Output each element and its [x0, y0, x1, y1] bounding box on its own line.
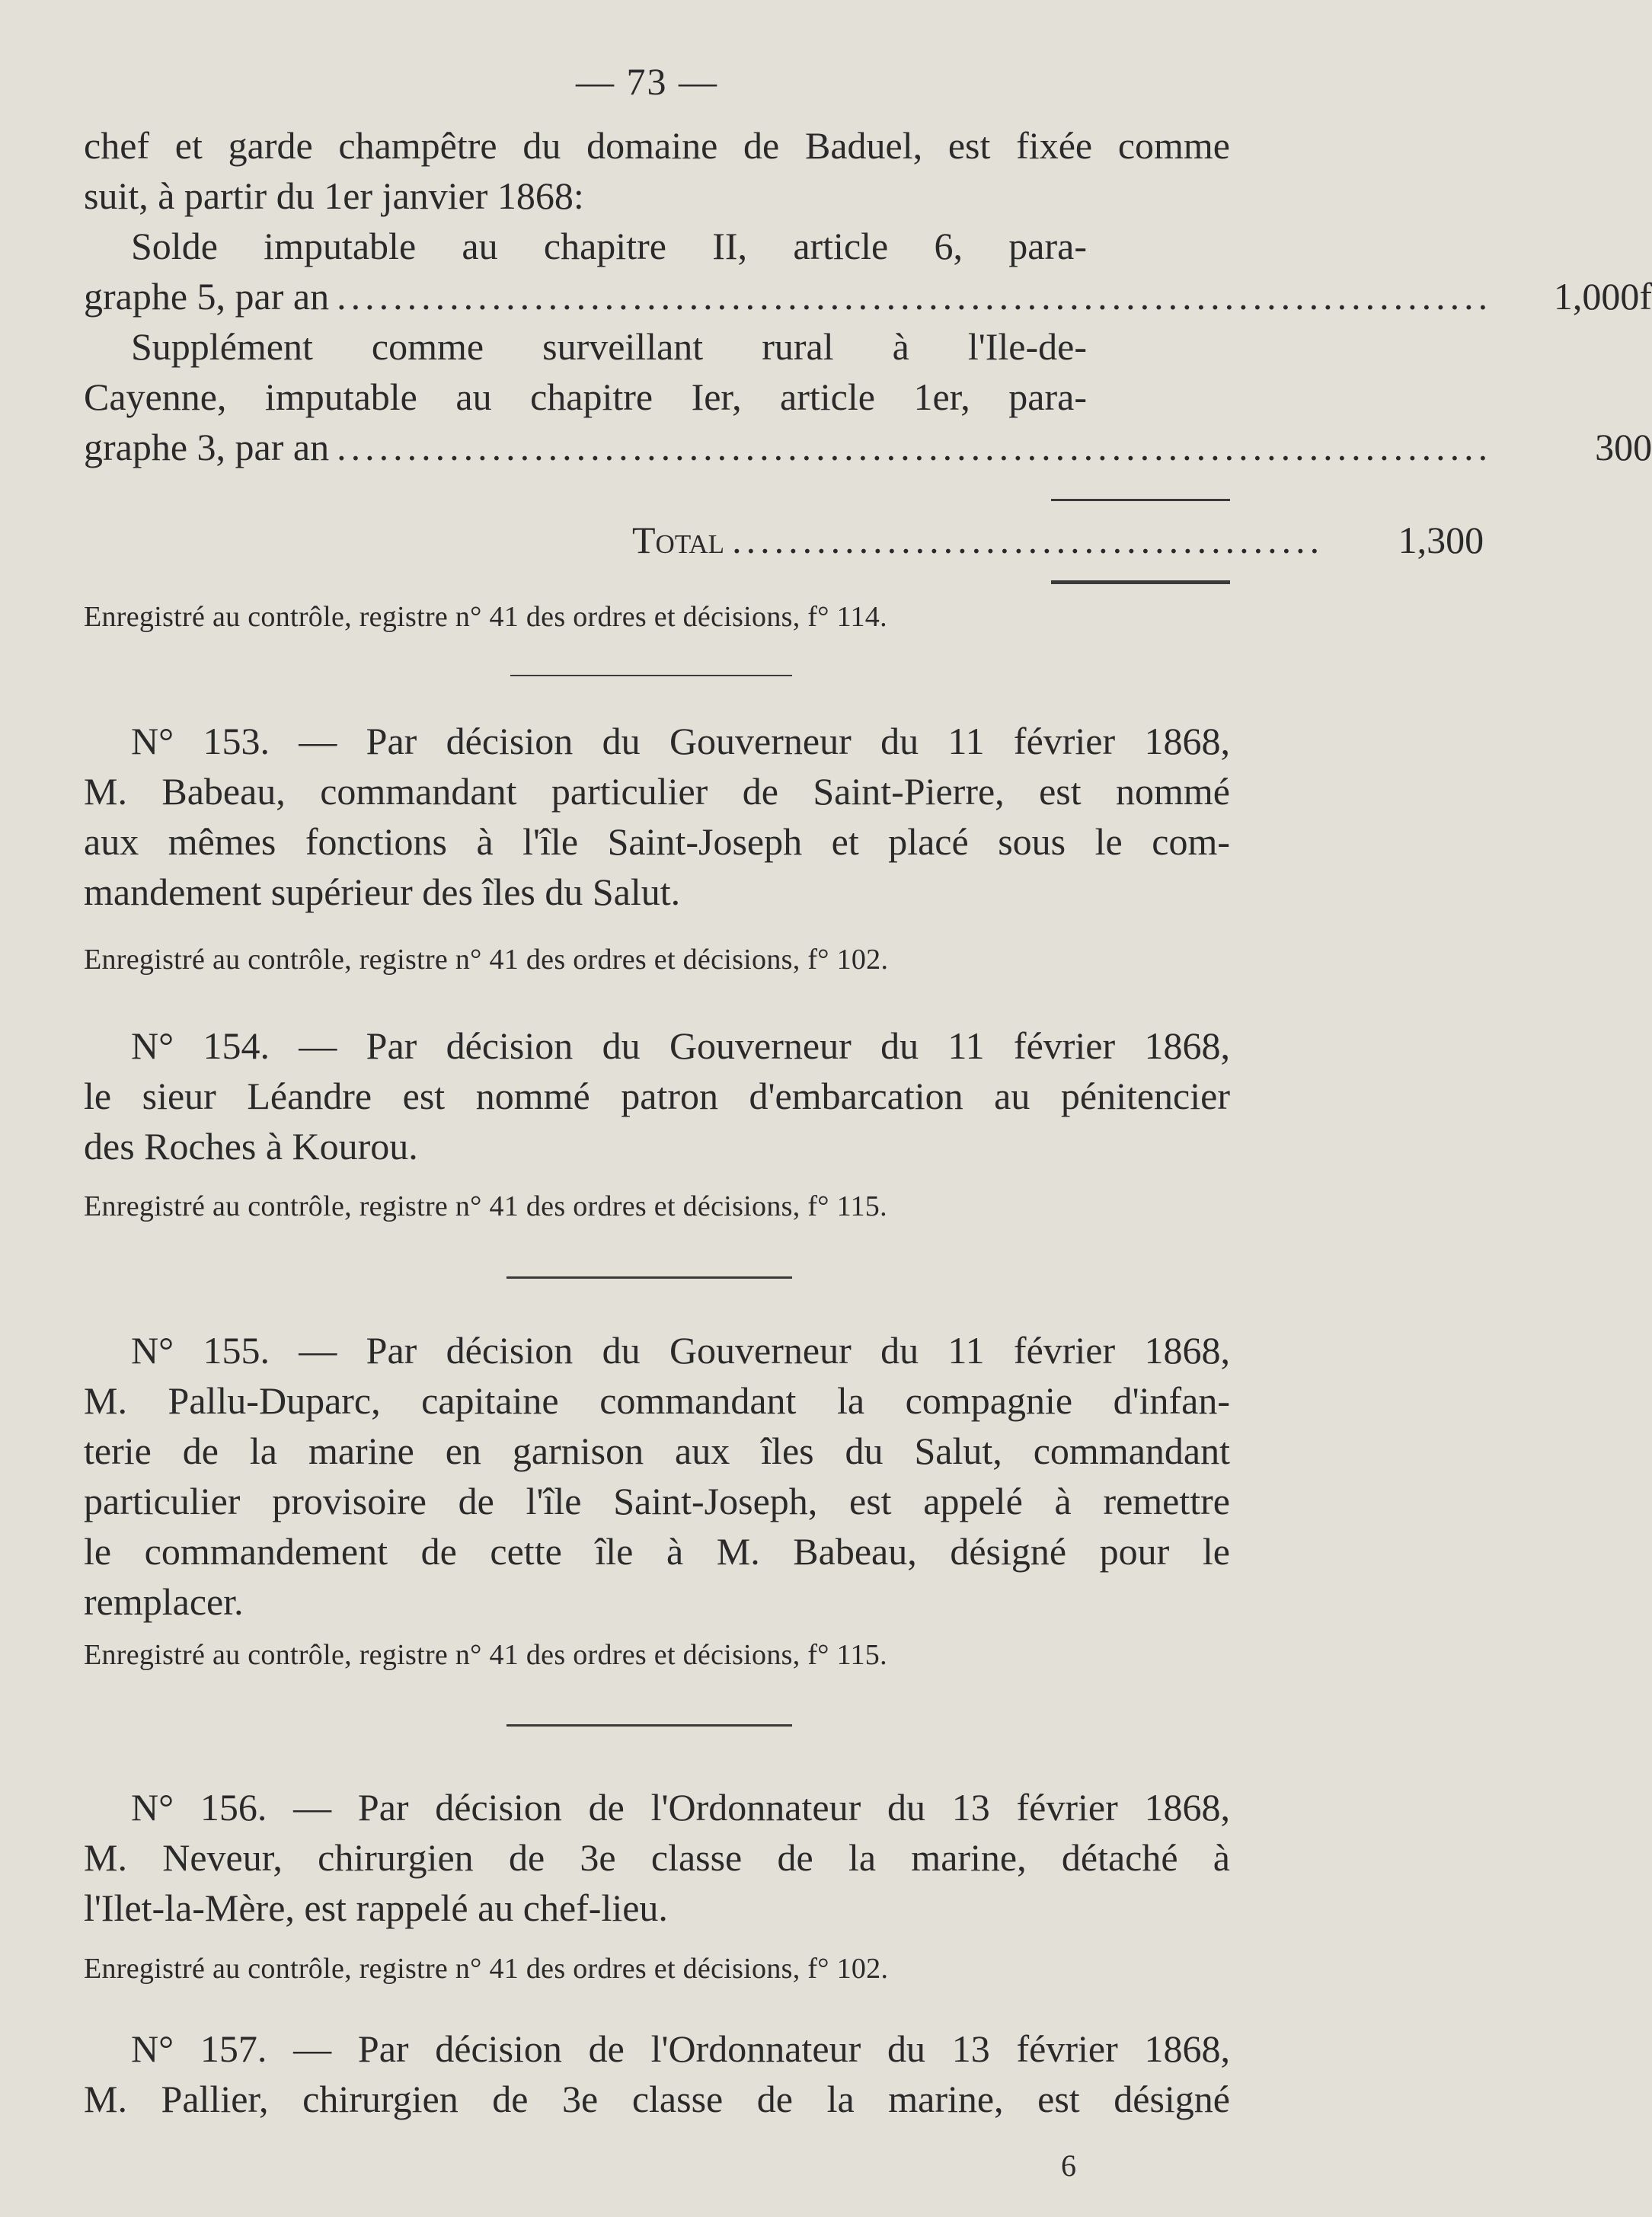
intro-line-2: suit, à partir du 1er janvier 1868:	[84, 174, 584, 217]
decision-line: mandement supérieur des îles du Salut.	[84, 871, 681, 913]
decision-line: aux mêmes fonctions à l'île Saint-Joseph et placé sous le com-	[84, 820, 1230, 863]
register-note: Enregistré au contrôle, registre n° 41 des ordres et décisions, f° 115.	[84, 1639, 887, 1671]
leader-dots: ..................................................................................	[337, 275, 1493, 318]
decision-line: terie de la marine en garnison aux îles du Salut, commandant	[84, 1430, 1230, 1472]
total-rule	[1051, 580, 1230, 584]
intro-line-1: chef et garde champêtre du domaine de Baduel, est fixée comme	[84, 124, 1230, 167]
page-number: — 73 —	[576, 60, 718, 103]
decision-line: le sieur Léandre est nommé patron d'embarcation au pénitencier	[84, 1075, 1230, 1117]
decision-line: M. Neveur, chirurgien de 3e classe de la marine, détaché à	[84, 1836, 1230, 1879]
register-156	[84, 1946, 1230, 1992]
decision-157	[84, 2024, 1230, 2124]
decision-line: N° 153. — Par décision du Gouverneur du 11 février 1868,	[131, 720, 1230, 762]
decision-line: le commandement de cette île à M. Babeau, désigné pour le	[84, 1530, 1230, 1573]
register-153	[84, 937, 1230, 982]
sum-rule	[1051, 499, 1230, 501]
intro-line-5: Supplément comme surveillant rural à l'Ile-de-	[131, 325, 1087, 368]
intro-section	[84, 120, 1652, 472]
decision-156	[84, 1782, 1230, 1933]
section-divider	[506, 1276, 792, 1279]
register-154	[84, 1184, 1230, 1229]
decision-154	[84, 1021, 1230, 1171]
section-divider	[506, 1724, 792, 1727]
register-155	[84, 1632, 1230, 1678]
pay-row-supplement	[84, 422, 1652, 472]
register-note: Enregistré au contrôle, registre n° 41 des ordres et décisions, f° 102.	[84, 1953, 889, 1985]
pay-row-solde	[84, 271, 1652, 321]
pay-label-solde: graphe 5, par an	[84, 275, 330, 318]
decision-line: l'Ilet-la-Mère, est rappelé au chef-lieu.	[84, 1886, 668, 1929]
intro-line-3: Solde imputable au chapitre II, article 6, para-	[131, 225, 1087, 267]
pay-amount-supplement: 300	[1595, 426, 1652, 468]
intro-register	[84, 594, 1230, 640]
signature-mark: 6	[1061, 2148, 1076, 2183]
decision-line: N° 155. — Par décision du Gouverneur du 11 février 1868,	[131, 1329, 1230, 1372]
decision-155	[84, 1325, 1230, 1627]
register-note: Enregistré au contrôle, registre n° 41 des ordres et décisions, f° 102.	[84, 944, 889, 976]
decision-line: remplacer.	[84, 1580, 244, 1623]
total-amount: 1,300	[1398, 519, 1484, 561]
pay-amount-solde: 1,000f	[1553, 275, 1652, 318]
pay-label-supplement: graphe 3, par an	[84, 426, 330, 468]
register-note: Enregistré au contrôle, registre n° 41 des ordres et décisions, f° 115.	[84, 1190, 887, 1222]
decision-line: M. Pallier, chirurgien de 3e classe de la marine, est désigné	[84, 2078, 1230, 2120]
section-divider	[510, 675, 792, 676]
decision-line: particulier provisoire de l'île Saint-Joseph, est appelé à remettre	[84, 1480, 1230, 1522]
total-block	[632, 515, 1484, 565]
total-label: Total	[632, 519, 725, 561]
decision-line: M. Babeau, commandant particulier de Saint-Pierre, est nommé	[84, 770, 1230, 813]
decision-line: N° 154. — Par décision du Gouverneur du 11 février 1868,	[131, 1024, 1230, 1067]
register-note: Enregistré au contrôle, registre n° 41 des ordres et décisions, f° 114.	[84, 601, 887, 633]
total-row	[632, 515, 1484, 565]
intro-line-6: Cayenne, imputable au chapitre Ier, article 1er, para-	[84, 375, 1087, 418]
decision-line: M. Pallu-Duparc, capitaine commandant la compagnie d'infan-	[84, 1379, 1230, 1422]
leader-dots: ..................................................................................	[337, 426, 1493, 468]
decision-line: N° 157. — Par décision de l'Ordonnateur du 13 février 1868,	[131, 2027, 1230, 2070]
decision-153	[84, 716, 1230, 917]
decision-line: N° 156. — Par décision de l'Ordonnateur du 13 février 1868,	[131, 1786, 1230, 1829]
leader-dots: ..........................................	[732, 519, 1324, 561]
decision-line: des Roches à Kourou.	[84, 1125, 418, 1168]
